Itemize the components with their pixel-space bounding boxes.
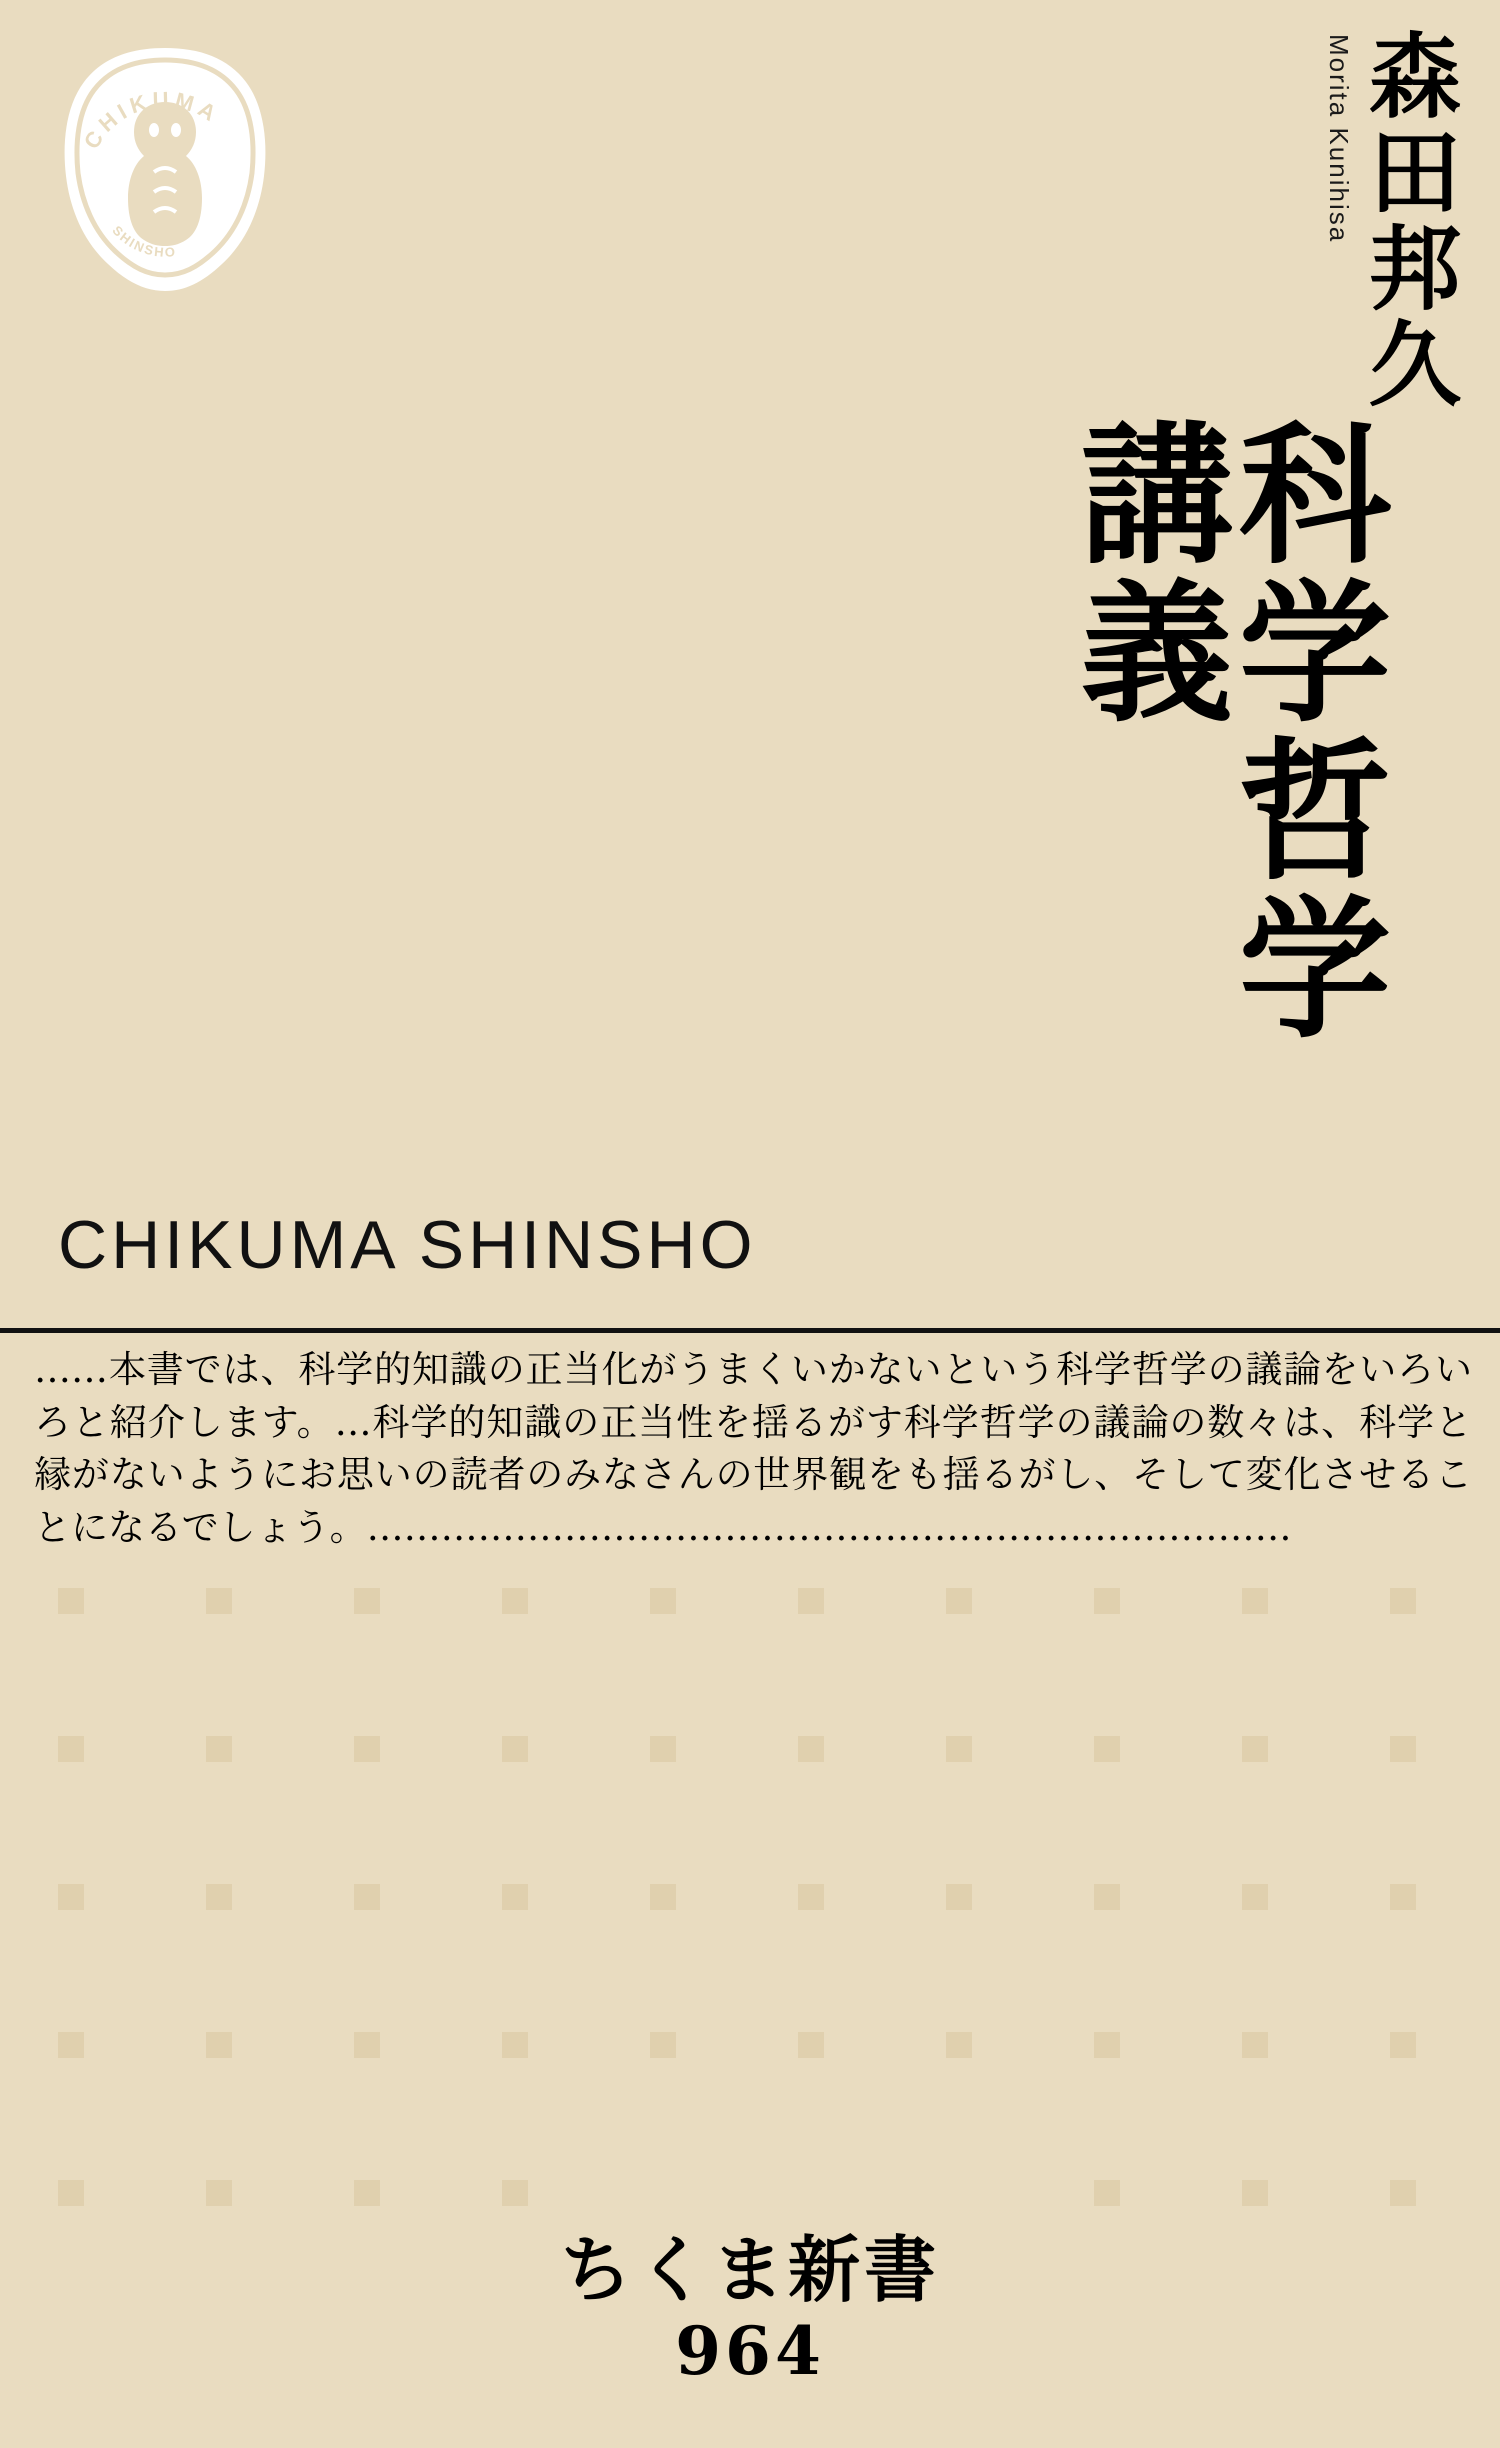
decorative-dot — [502, 2180, 528, 2206]
decorative-dot — [502, 1736, 528, 1762]
book-title: 科学哲学講義 — [1055, 415, 1393, 1047]
decorative-dot — [1242, 2180, 1268, 2206]
decorative-dot — [354, 1588, 380, 1614]
decorative-dot — [1242, 1588, 1268, 1614]
decorative-dot — [946, 1736, 972, 1762]
svg-text:SHINSHO: SHINSHO — [109, 222, 178, 260]
decorative-dot — [1390, 1588, 1416, 1614]
decorative-dot — [58, 1884, 84, 1910]
decorative-dot — [354, 1884, 380, 1910]
publisher-seal-icon — [50, 42, 280, 297]
decorative-dot — [58, 1588, 84, 1614]
decorative-dot — [1242, 1884, 1268, 1910]
decorative-dot — [1094, 2180, 1120, 2206]
series-number: 964 — [675, 2312, 825, 2390]
decorative-dot — [650, 2032, 676, 2058]
decorative-dot — [502, 1884, 528, 1910]
decorative-dot — [1390, 2180, 1416, 2206]
blurb-text: ……本書では、科学的知識の正当化がうまくいかないという科学哲学の議論をいろいろと紹介します。…科学的知識の正当性を揺るがす科学哲学の議論の数々は、科学と縁がないようにお思いの読者のみなさんの世界観をも揺るがし、そして変化させることになるでしょう。………………………………………………………………… — [34, 1348, 1472, 1549]
author-block — [1323, 28, 1462, 412]
decorative-dot — [206, 2032, 232, 2058]
decorative-dot — [650, 1884, 676, 1910]
decorative-dot — [946, 1588, 972, 1614]
decorative-dot — [1094, 1884, 1120, 1910]
decorative-dot — [206, 1736, 232, 1762]
decorative-dot — [58, 2180, 84, 2206]
decorative-dot — [206, 1588, 232, 1614]
decorative-dot — [206, 1884, 232, 1910]
decorative-dot — [1094, 1588, 1120, 1614]
decorative-dot — [1390, 2032, 1416, 2058]
decorative-dot — [502, 2032, 528, 2058]
decorative-dot — [798, 2032, 824, 2058]
decorative-dot — [58, 2032, 84, 2058]
decorative-dot — [798, 1588, 824, 1614]
imprint-label: ちくま新書 — [559, 2227, 940, 2312]
decorative-dot — [1390, 1736, 1416, 1762]
decorative-dot — [354, 1736, 380, 1762]
decorative-dot — [650, 1736, 676, 1762]
decorative-dot — [1094, 2032, 1120, 2058]
author-romaji: Morita Kunihisa — [1324, 34, 1355, 244]
decorative-dot — [1390, 1884, 1416, 1910]
decorative-dot — [1242, 2032, 1268, 2058]
svg-text:CHIKUMA: CHIKUMA — [78, 86, 225, 154]
blurb-divider — [0, 1328, 1500, 1333]
decorative-dot — [946, 1884, 972, 1910]
decorative-dot — [1242, 1736, 1268, 1762]
decorative-dot — [206, 2180, 232, 2206]
decorative-dot — [1094, 1736, 1120, 1762]
decorative-dot-grid — [0, 1570, 1500, 2300]
decorative-dot — [502, 1588, 528, 1614]
decorative-dot — [354, 2032, 380, 2058]
decorative-dot — [946, 2032, 972, 2058]
decorative-dot — [650, 1588, 676, 1614]
decorative-dot — [58, 1736, 84, 1762]
decorative-dot — [798, 1884, 824, 1910]
series-latin-label: CHIKUMA SHINSHO — [58, 1207, 757, 1283]
decorative-dot — [798, 1736, 824, 1762]
author-name: 森田邦久 — [1354, 28, 1462, 412]
decorative-dot — [354, 2180, 380, 2206]
